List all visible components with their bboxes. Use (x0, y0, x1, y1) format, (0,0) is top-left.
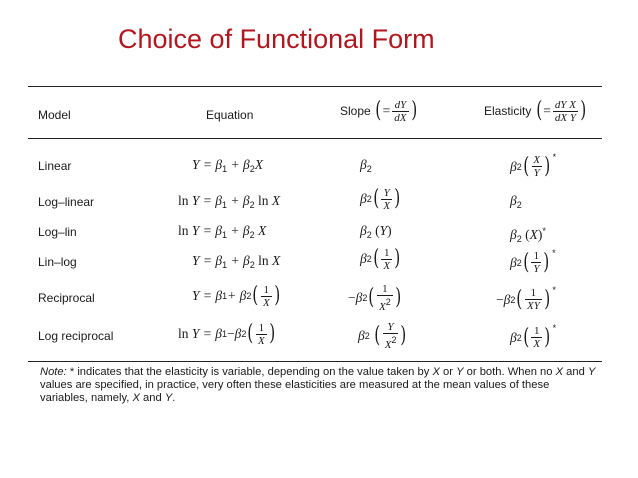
header-equation: Equation (206, 108, 254, 122)
header-slope (340, 98, 418, 124)
note-label: Note: (40, 366, 67, 378)
row-reciprocal-model: Reciprocal (38, 291, 95, 305)
row-linear-equation: $Y = \beta_1 + \beta_2X$ (192, 157, 263, 174)
row-logreciprocal-elasticity: β 2 ( $\frac{1}{X}$ ) * (510, 323, 557, 351)
table-top-rule (28, 86, 602, 87)
row-linear-elasticity: β 2 ( $\frac{X}{Y}$ ) * (510, 152, 557, 180)
row-linear-slope: $\beta_2$ (360, 157, 372, 174)
row-linlog-elasticity: β 2 ( $\frac{1}{Y}$ ) * (510, 248, 556, 276)
row-loglinear-elasticity: $\beta_2$ (510, 193, 522, 210)
row-logreciprocal-slope: β 2 ( $\frac{Y}{X^2}$ ) (358, 321, 407, 351)
row-loglinear-model: Log–linear (38, 195, 95, 209)
header-elasticity (484, 98, 588, 124)
header-elasticity-formula: ( = $\frac{\text{dY X}}{\text{dX Y}}$ ) (535, 98, 587, 124)
row-reciprocal-elasticity: − β 2 ( $\frac{1}{XY}$ ) * (496, 285, 556, 313)
row-logreciprocal-equation: ln Y = β 1 − β 2 ( $\frac{1}{X}$ ) (178, 321, 276, 347)
row-loglin-model: Log–lin (38, 225, 77, 239)
row-loglinear-slope: β 2 ( $\frac{Y}{X}$ ) (360, 186, 401, 212)
row-linlog-equation: $Y = \beta_1 + \beta_2$ ln X (192, 253, 281, 270)
row-reciprocal-equation: Y = β 1 + β 2 ( $\frac{1}{X}$ ) (192, 283, 280, 309)
table-header-rule (28, 138, 602, 139)
header-slope-label: Slope (340, 104, 371, 118)
row-linear-model: Linear (38, 159, 72, 173)
table-bottom-rule (28, 361, 602, 362)
row-loglinear-equation: $\ln Y = \beta_1 + \beta_2$ ln X (178, 193, 281, 210)
table-footnote: Note: * indicates that the elasticity is variable, depending on the value taken by X or Y or both. When no X and Y values are specified, in practice, very often these elasticities are measured at the mean values of these variables, namely, X and Y. (40, 366, 596, 404)
row-logreciprocal-model: Log reciprocal (38, 329, 114, 343)
row-loglin-equation: $\ln Y = \beta_1 + \beta_2$ X (178, 223, 267, 240)
row-loglin-slope: $\beta_2$ (Y) (360, 223, 392, 240)
slide-title: Choice of Functional Form (118, 24, 435, 54)
row-linlog-slope: β 2 ( $\frac{1}{X}$ ) (360, 246, 401, 272)
header-model: Model (38, 108, 71, 122)
header-elasticity-label: Elasticity (484, 104, 532, 118)
row-reciprocal-slope: − β 2 ( $\frac{1}{X^2}$ ) (348, 283, 402, 313)
row-linlog-model: Lin–log (38, 255, 77, 269)
header-slope-formula: ( = $\frac{dY}{dX}$ ) (375, 98, 417, 124)
row-loglin-elasticity: $\beta_2$ (X)* (510, 226, 546, 244)
